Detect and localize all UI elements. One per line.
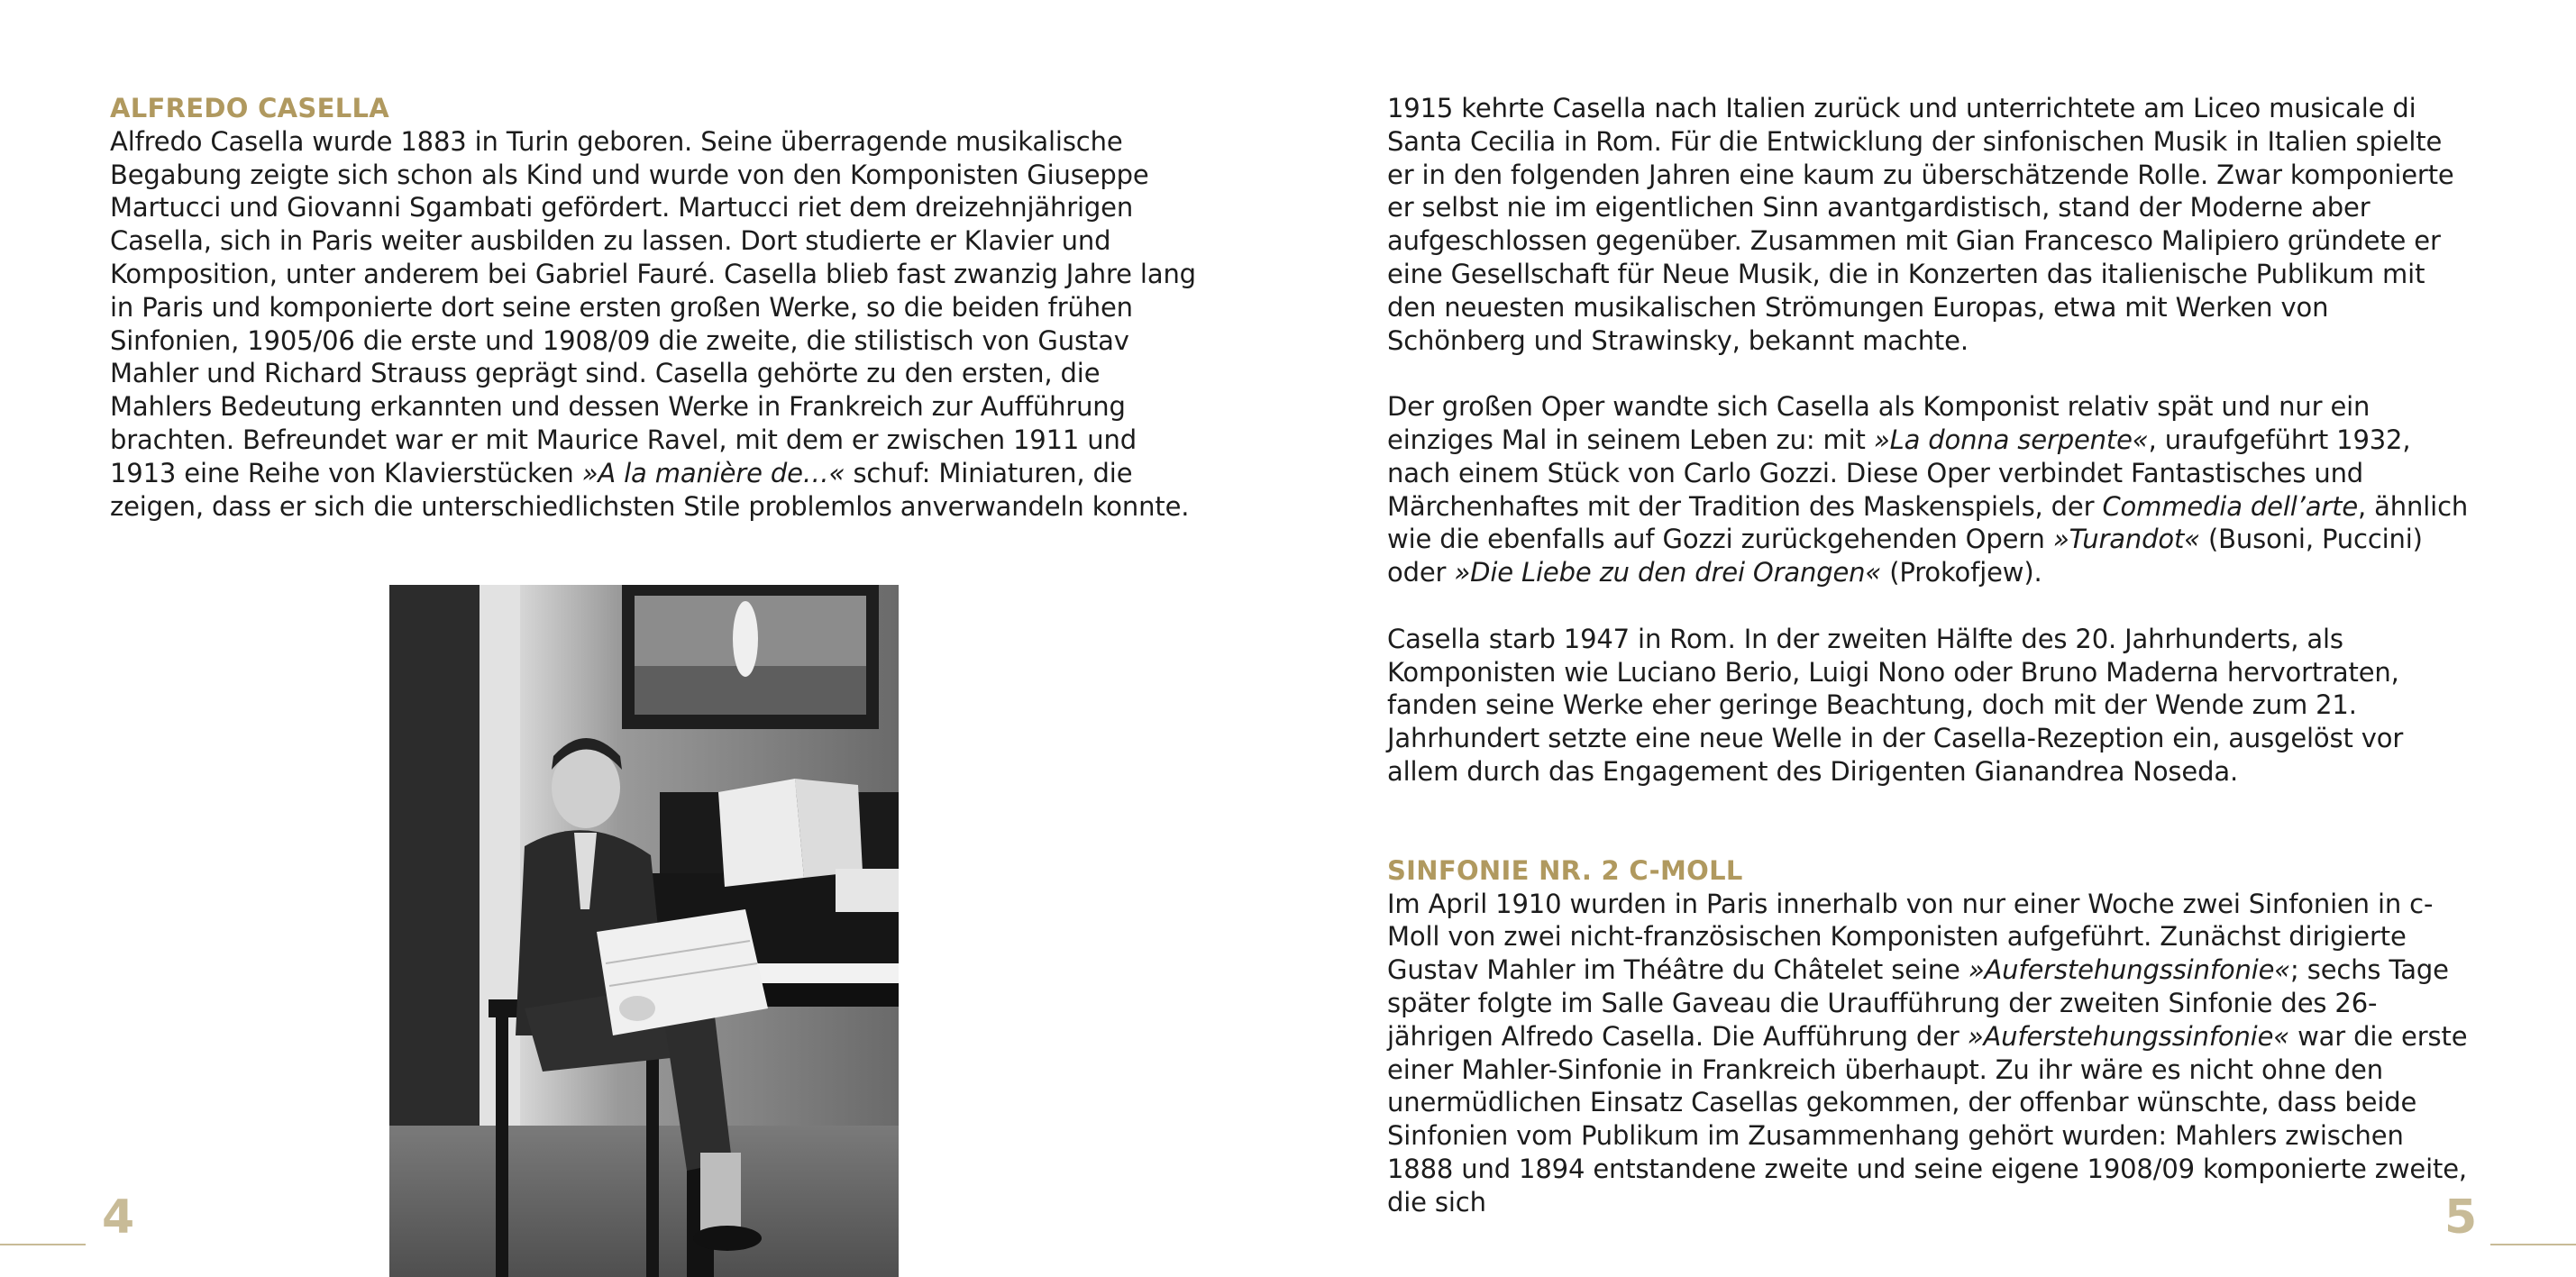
italic-title-run: »Auferstehungssinfonie« — [1968, 954, 2291, 986]
text-run: Alfredo Casella wurde 1883 in Turin geboren. Seine überragende musikalische Begabung zeigte sich schon als Kind und wurde von den Komponisten Giuseppe Martucci und Giovanni Sgambati gefördert. Martucci riet dem dreizehnjährigen Casella, sich in Paris weiter ausbilden zu lassen. Dort studierte er Klavier und Komposition, unter anderem bei Gabriel Fauré. Casella blieb fast zwanzig Jahre lang in Paris und komponierte dort seine ersten großen Werke, so die beiden frühen Sinfonien, 1905/06 die erste und 1908/09 die zweite, die stilistisch von Gustav Mahler und Richard Strauss geprägt sind. Casella gehörte zu den ersten, die Mahlers Bedeutung erkannten und dessen Werke in Frankreich zur Aufführung brachten. Befreundet war er mit Maurice Ravel, mit dem er zwischen 1911 und 1913 eine Reihe von Klavierstücken — [110, 125, 1196, 488]
text-run: , uraufgeführt 1932, nach einem Stück von Carlo Gozzi. Diese Oper verbindet Fantastisches und Märchenhaftes mit der Tradition des Maskenspiels, der — [1387, 424, 2411, 522]
text-run: Der großen Oper wandte sich Casella als Komponist relativ spät und nur ein einziges Mal in seinem Leben zu: mit — [1387, 391, 2370, 455]
italic-title-run: Commedia dell’arte — [2102, 490, 2359, 522]
folio-rule-left — [0, 1244, 86, 1245]
paragraph-opera — [1387, 390, 2469, 589]
italic-title-run: »La donna serpente« — [1873, 424, 2149, 455]
text-run: schuf: Miniaturen, die zeigen, dass er sich die unterschiedlichsten Stile problemlos anverwandeln konnte. — [110, 457, 1190, 522]
text-run: ; sechs Tage später folgte im Salle Gaveau die Uraufführung der zweiten Sinfonie des 26-jährigen Alfredo Casella. Die Aufführung der — [1387, 954, 2449, 1052]
paragraph-legacy — [1387, 623, 2469, 789]
text-run: Casella starb 1947 in Rom. In der zweiten Hälfte des 20. Jahrhunderts, als Komponisten wie Luciano Berio, Luigi Nono oder Bruno Maderna hervortraten, fanden seine Werke eher geringe Beachtung, doch mit der Wende zum 21. Jahrhundert setzte eine neue Welle in der Casella-Rezeption ein, ausgelöst vor allem durch das Engagement des Dirigenten Gianandrea Noseda. — [1387, 623, 2404, 787]
italic-title-run: »Turandot« — [2052, 524, 2200, 555]
folio-rule-right — [2490, 1244, 2576, 1245]
text-run: (Prokofjew). — [1881, 557, 2042, 588]
section-spacer — [1387, 789, 2469, 854]
text-run: 1915 kehrte Casella nach Italien zurück und unterrichtete am Liceo musicale di Santa Cecilia in Rom. Für die Entwicklung der sinfonischen Musik in Italien spielte er in den folgenden Jahren eine kaum zu überschätzende Rolle. Zwar komponierte er selbst nie im eigentlichen Sinn avantgardistisch, stand der Moderne aber aufgeschlossen gegenüber. Zusammen mit Gian Francesco Malipiero gründete er eine Gesellschaft für Neue Musik, die in Konzerten das italienische Publikum mit den neuesten musikalischen Strömungen Europas, etwa mit Werken von Schönberg und Strawinsky, bekannt machte. — [1387, 93, 2454, 356]
casella-at-piano-photo — [389, 585, 899, 1277]
text-run: war die erste einer Mahler-Sinfonie in Frankreich überhaupt. Zu ihr wäre es nicht ohne den unermüdlichen Einsatz Casellas gekommen, der offenbar wünschte, dass beide Sinfonien vom Publikum im Zusammenhang gehört wurden: Mahlers zwischen 1888 und 1894 entstandene zweite und seine eigene 1908/09 komponierte zweite, die sich — [1387, 1020, 2468, 1218]
page-number-right: 5 — [2444, 1190, 2478, 1245]
text-run: Im April 1910 wurden in Paris innerhalb von nur einer Woche zwei Sinfonien in c-Moll von zwei nicht-französischen Komponisten aufgeführt. Zunächst dirigierte Gustav Mahler im Théâtre du Châtelet seine — [1387, 888, 2434, 986]
text-run: (Busoni, Puccini) oder — [1387, 524, 2423, 588]
italic-title-run: »Die Liebe zu den drei Orangen« — [1454, 557, 1882, 588]
left-column — [110, 92, 1202, 523]
section-heading-sinfonie: SINFONIE NR. 2 C-MOLL — [1387, 854, 1743, 886]
text-run: , ähnlich wie die ebenfalls auf Gozzi zurückgehenden Opern — [1387, 490, 2469, 555]
paragraph-return-to-italy — [1387, 92, 2469, 357]
section-heading-casella: ALFREDO CASELLA — [110, 93, 390, 123]
paragraph-sinfonie — [1387, 888, 2469, 1219]
italic-title-run: »Auferstehungssinfonie« — [1967, 1020, 2290, 1052]
page-number-left: 4 — [102, 1190, 135, 1245]
biography-paragraph — [110, 125, 1202, 524]
right-column — [1387, 92, 2469, 1219]
italic-title-run: »A la manière de…« — [581, 457, 845, 488]
